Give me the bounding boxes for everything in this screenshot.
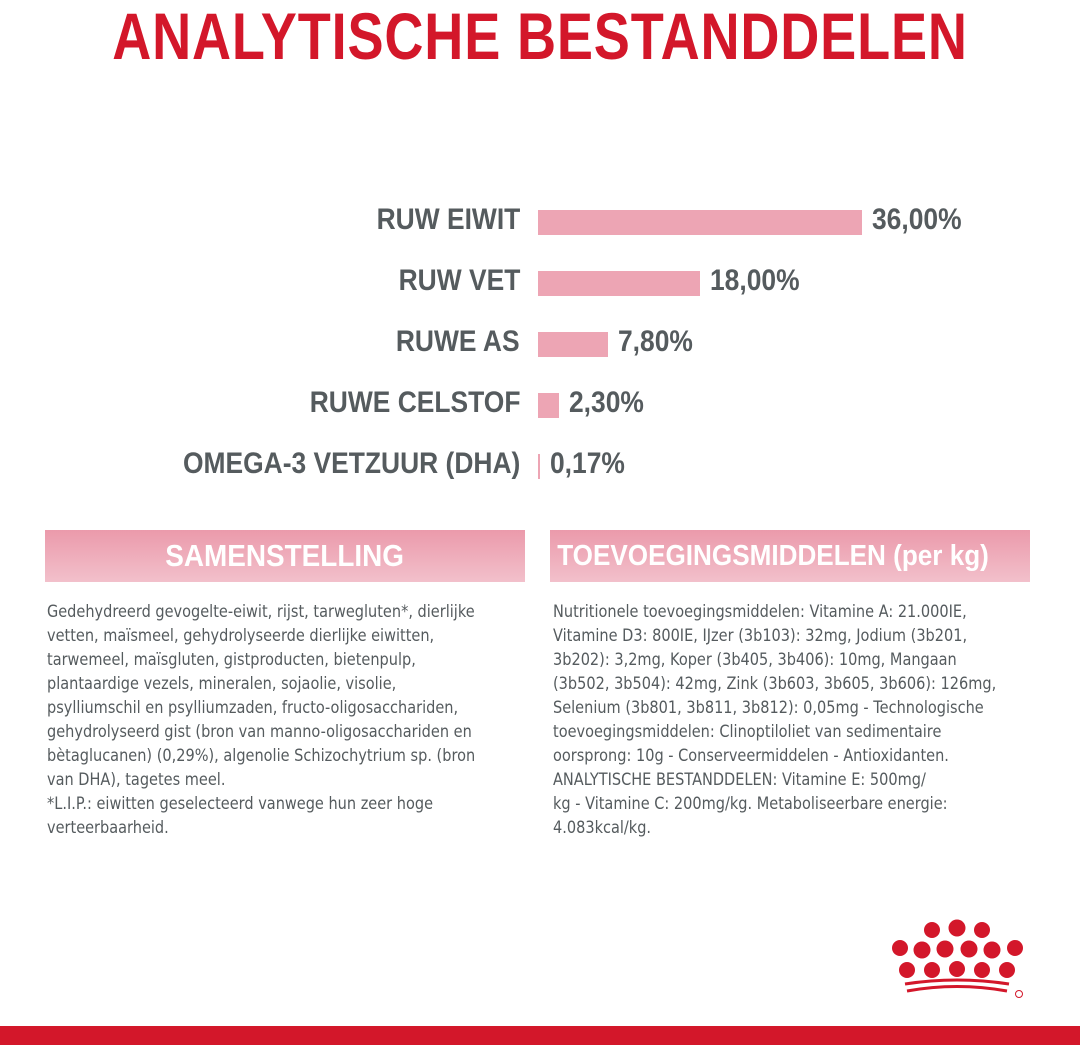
bar [538, 332, 608, 357]
bar-label: RUWE CELSTOF [309, 386, 520, 419]
crown-dot [937, 941, 954, 958]
samenstelling-header-label: SAMENSTELLING [165, 538, 405, 573]
nutrient-bar-chart [0, 190, 1080, 510]
chart-row [0, 251, 1080, 311]
bar-label: RUW EIWIT [376, 203, 520, 236]
samenstelling-text: Gedehydreerd gevogelte-eiwit, rijst, tarwegluten*, dierlijke vetten, maïsmeel, gehydrolyseerde dierlijke eiwitten, tarwemeel, maïsgluten, gistproducten, bietenpulp, plantaardige vezels, mineralen, sojaolie, visolie, psylliumschil en psylliumzaden, fructo-oligosacchariden, gehydrolyseerd gist (bron van manno-oligosacchariden en bètaglucanen) (0,29%), algenolie Schizochytrium sp. (bron van DHA), tagetes meel. *L.I.P.: eiwitten geselecteerd vanwege hun zeer hoge verteerbaarheid. [47, 602, 476, 837]
page-title: ANALYTISCHE BESTANDDELEN [112, 0, 968, 73]
crown-dot [892, 940, 908, 956]
crown-dot [914, 942, 931, 959]
bar-label: RUW VET [398, 264, 520, 297]
crown-dot [999, 962, 1015, 978]
crown-band [905, 980, 1009, 984]
toevoegingsmiddelen-header-label: TOEVOEGINGSMIDDELEN (per kg) [557, 540, 989, 572]
bar [538, 271, 700, 296]
crown-dot [1007, 940, 1023, 956]
samenstelling-header [45, 530, 525, 582]
registered-mark [1016, 991, 1023, 998]
crown-dot [949, 961, 965, 977]
crown-band [907, 987, 1007, 992]
bar [538, 210, 862, 235]
bar-value-label: 2,30% [568, 386, 644, 419]
crown-dot [974, 922, 990, 938]
royal-canin-crown-icon [885, 918, 1030, 1000]
crown-dot [924, 962, 940, 978]
chart-row [0, 373, 1080, 433]
bar-value-label: 0,17% [550, 447, 625, 480]
crown-dot [899, 962, 915, 978]
crown-dot [961, 941, 978, 958]
crown-dot [924, 922, 940, 938]
bar-label: RUWE AS [396, 325, 520, 358]
bar-value-label: 18,00% [710, 264, 800, 297]
bar [538, 393, 559, 418]
bar-value-label: 7,80% [618, 325, 694, 358]
chart-row [0, 190, 1080, 250]
crown-dot [974, 962, 990, 978]
chart-row [0, 434, 1080, 494]
toevoegingsmiddelen-header [550, 530, 1030, 582]
crown-dot [949, 920, 966, 937]
crown-dot [984, 942, 1001, 959]
toevoegingsmiddelen-text: Nutritionele toevoegingsmiddelen: Vitamine A: 21.000IE, Vitamine D3: 800IE, IJzer (3b103): 32mg, Jodium (3b201, 3b202): 3,2mg, Koper (3b405, 3b406): 10mg, Mangaan (3b502, 3b504): 42mg, Zink (3b603, 3b605, 3b606): 126mg, Selenium (3b801, 3b811, 3b812): 0,05mg - Technologische toevoegingsmiddelen: Clinoptiloliet van sedimentaire oorsprong: 10g - Conserveermiddelen - Antioxidanten. ANALYTISCHE BESTANDDELEN: Vitamine E: 500mg/ kg - Vitamine C: 200mg/kg. Metaboliseerbare energie: 4.083kcal/kg. [553, 602, 997, 837]
bottom-stripe [0, 1026, 1080, 1045]
bar-label: OMEGA-3 VETZUUR (DHA) [182, 447, 520, 480]
bar [538, 454, 540, 479]
bar-value-label: 36,00% [872, 203, 962, 236]
chart-row [0, 312, 1080, 372]
